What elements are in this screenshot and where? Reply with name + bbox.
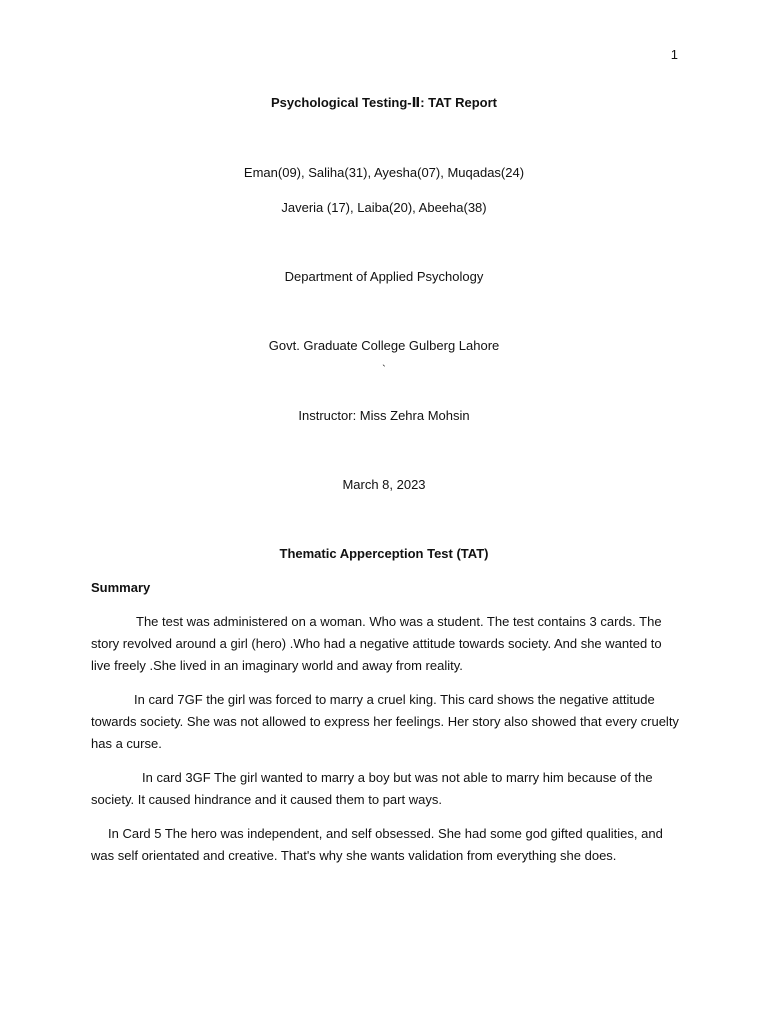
college: Govt. Graduate College Gulberg Lahore (268, 338, 500, 353)
authors-line-2: Javeria (17), Laiba(20), Abeeha(38) (281, 200, 487, 215)
department: Department of Applied Psychology (284, 269, 484, 284)
paragraph-2: In card 7GF the girl was forced to marry a cruel king. This card shows the negative attitude towards society. She was not allowed to express her feelings. Her story also showed that every cruelty has a curse. (91, 692, 679, 751)
paragraph-4: In Card 5 The hero was independent, and self obsessed. She had some god gifted qualities, and was self orientated and creative. That's why she wants validation from everything she does. (91, 826, 663, 863)
stray-mark: ` (382, 364, 386, 376)
instructor: Instructor: Miss Zehra Mohsin (298, 408, 470, 423)
report-title: Psychological Testing-Ⅱ: TAT Report (271, 95, 497, 110)
authors-line-1: Eman(09), Saliha(31), Ayesha(07), Muqadas(24) (243, 165, 525, 180)
page-number: 1 (670, 47, 678, 62)
summary-heading: Summary (91, 580, 151, 595)
paragraph-1: The test was administered on a woman. Who was a student. The test contains 3 cards. The story revolved around a girl (hero) .Who had a negative attitude towards society. And she wanted to live freely .She lived in an imaginary world and away from reality. (91, 614, 662, 673)
paragraph-3: In card 3GF The girl wanted to marry a boy but was not able to marry him because of the society. It caused hindrance and it caused them to part ways. (91, 770, 653, 807)
date: March 8, 2023 (342, 477, 426, 492)
section-title: Thematic Apperception Test (TAT) (279, 546, 489, 561)
